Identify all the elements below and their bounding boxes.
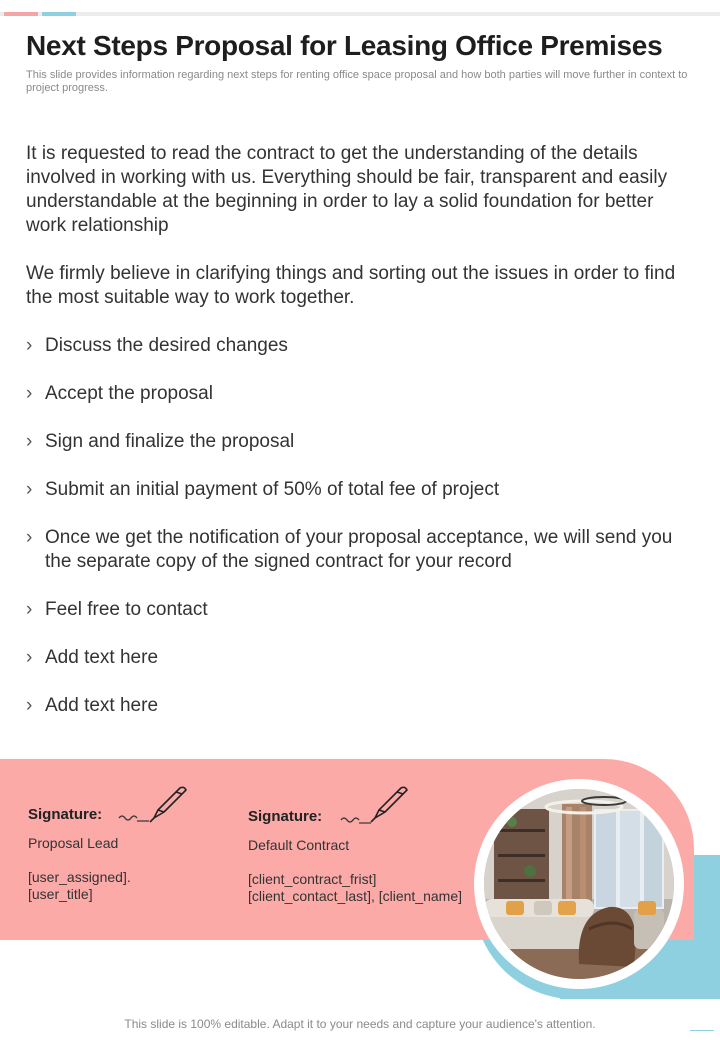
step-item (26, 646, 676, 670)
user-title-field: [user_title] (28, 886, 93, 902)
client-contact-field: [client_contact_last], [client_name] (248, 888, 463, 904)
signature-block-lead (28, 806, 131, 903)
step-text: Sign and finalize the proposal (45, 431, 295, 452)
signature-label: Signature: (28, 806, 103, 823)
step-item (26, 694, 676, 718)
step-text: Add text here (45, 695, 159, 716)
accent-segment-blue (42, 12, 76, 16)
signature-role: Default Contract (248, 837, 350, 853)
client-contract-field: [client_contract_frist] (248, 871, 377, 887)
chevron-right-icon: › (26, 599, 33, 620)
signature-label: Signature: (248, 808, 323, 825)
chevron-right-icon: › (26, 527, 33, 548)
step-text: Discuss the desired changes (45, 335, 288, 356)
pen-icon (367, 784, 411, 824)
step-text: Add text here (45, 647, 159, 668)
page-title: Next Steps Proposal for Leasing Office Premises (26, 30, 663, 61)
step-text: Submit an initial payment of 50% of total fee of project (45, 479, 500, 500)
accent-segment-pink (4, 12, 38, 16)
chevron-right-icon: › (26, 335, 33, 356)
step-item (26, 430, 676, 454)
chevron-right-icon: › (26, 383, 33, 404)
step-item (26, 526, 676, 574)
chevron-right-icon: › (26, 695, 33, 716)
step-item (26, 382, 676, 406)
chevron-right-icon: › (26, 431, 33, 452)
signature-role: Proposal Lead (28, 835, 119, 851)
pen-icon (146, 784, 190, 824)
office-interior-image (484, 789, 674, 979)
step-item (26, 334, 676, 358)
top-accent-bar (0, 12, 720, 16)
next-steps-list (26, 334, 676, 742)
footer-note: This slide is 100% editable. Adapt it to your needs and capture your audience's attention. (124, 1017, 596, 1031)
footer-accent-line (690, 1030, 714, 1031)
step-text: Accept the proposal (45, 383, 213, 404)
step-item (26, 478, 676, 502)
chevron-right-icon: › (26, 647, 33, 668)
user-assigned-field: [user_assigned]. (28, 869, 131, 885)
step-text: Once we get the notification of your proposal acceptance, we will send you the separate copy of the signed contract for your record (45, 527, 673, 572)
signature-details (28, 869, 131, 903)
belief-paragraph: We firmly believe in clarifying things and sorting out the issues in order to find the most suitable way to work together. (26, 263, 676, 308)
office-photo-frame (474, 779, 684, 989)
intro-paragraph: It is requested to read the contract to get the understanding of the details involved in working with us. Everything should be fair, transparent and easily understandable at the beginning in order to lay a solid foundation for better work relationship (26, 143, 668, 236)
signature-details (248, 871, 462, 905)
step-text: Feel free to contact (45, 599, 208, 620)
page-subtitle: This slide provides information regarding next steps for renting office space proposal and how both parties will move further in context to project progress. (26, 69, 688, 94)
chevron-right-icon: › (26, 479, 33, 500)
step-item (26, 598, 676, 622)
